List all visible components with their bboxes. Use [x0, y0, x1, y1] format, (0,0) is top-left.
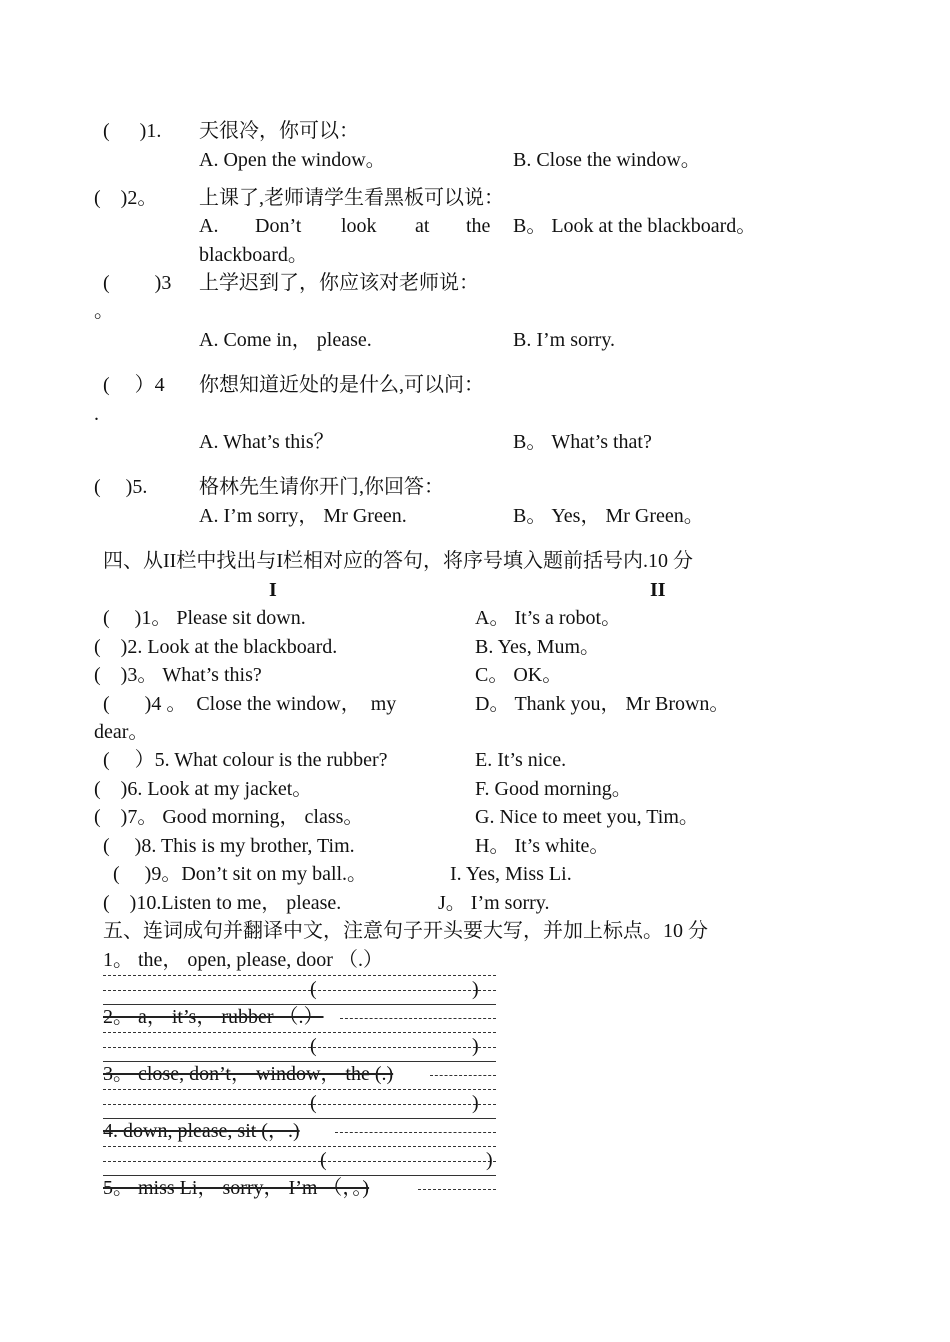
q3-number: ( )3: [103, 272, 172, 294]
section4-right-item: F. Good morning。: [475, 778, 632, 800]
writing-line: [103, 1104, 496, 1105]
writing-line: [103, 990, 496, 991]
q3-option-a: A. Come in， please.: [199, 329, 372, 351]
section4-right-item: C。 OK。: [475, 664, 563, 686]
q2-option-a-word: at: [415, 215, 430, 237]
q3-prompt: 上学迟到了，你应该对老师说：: [199, 272, 479, 294]
translation-paren-close: ): [472, 1092, 479, 1114]
section4-left-item: ( )9。Don’t sit on my ball.。: [108, 863, 368, 885]
q1-number: ( )1.: [103, 120, 162, 142]
writing-line: [418, 1189, 496, 1190]
q2-option-a-cont: blackboard。: [199, 244, 308, 266]
section4-left-item: ( )10.Listen to me， please.: [103, 892, 342, 914]
writing-line: [103, 1089, 496, 1090]
section4-right-item: E. It’s nice.: [475, 749, 567, 771]
section4-right-item: A。 It’s a robot。: [475, 607, 622, 629]
section4-right-item: G. Nice to meet you, Tim。: [475, 806, 699, 828]
q2-option-a-word: Don’t: [255, 215, 302, 237]
section4-right-item: J。 I’m sorry.: [438, 892, 550, 914]
q3-option-b: B. I’m sorry.: [513, 329, 616, 351]
translation-paren-close: ): [486, 1149, 493, 1171]
section5-item: 2。 a， it’s， rubber （.）: [103, 1006, 324, 1028]
q4-number: ( ）4: [103, 374, 165, 396]
q5-option-a: A. I’m sorry， Mr Green.: [199, 505, 407, 527]
q1-option-a: A. Open the window。: [199, 149, 386, 171]
q2-prompt: 上课了,老师请学生看黑板可以说：: [199, 187, 504, 209]
writing-line: [430, 1075, 496, 1076]
section5-item: 1。 the， open, please, door （.）: [103, 949, 383, 971]
writing-line: [103, 1047, 496, 1048]
writing-line: [103, 1161, 496, 1162]
section5-title: 五、连词成句并翻译中文，注意句子开头要大写，并加上标点。10 分: [103, 920, 708, 942]
q2-option-a-word: A.: [199, 215, 219, 237]
q1-option-b: B. Close the window。: [513, 149, 701, 171]
q3-dot: 。: [94, 300, 114, 322]
section4-col2-header: II: [650, 579, 666, 601]
section4-left-item: dear。: [94, 721, 149, 743]
q4-option-b: B。 What’s that?: [513, 431, 652, 453]
section4-left-item: ( )8. This is my brother, Tim.: [103, 835, 355, 857]
section4-left-item: ( )7。 Good morning， class。: [94, 806, 364, 828]
q4-dot: .: [94, 403, 99, 425]
q5-prompt: 格林先生请你开门,你回答：: [199, 476, 444, 498]
writing-line: [103, 1146, 496, 1147]
section5-item: 3。 close, don’t， window， the (.): [103, 1063, 394, 1085]
writing-line: [335, 1132, 496, 1133]
q4-option-a: A. What’s this？: [199, 431, 334, 453]
translation-paren-open: (: [320, 1149, 327, 1171]
translation-paren-open: (: [310, 1035, 317, 1057]
q5-number: ( )5.: [94, 476, 148, 498]
q2-option-a-word: look: [341, 215, 377, 237]
q1-prompt: 天很冷，你可以：: [199, 120, 359, 142]
section4-right-item: D。 Thank you， Mr Brown。: [475, 693, 730, 715]
section4-left-item: ( )4 。 Close the window， my: [103, 693, 397, 715]
translation-paren-open: (: [310, 978, 317, 1000]
translation-paren-close: ): [472, 978, 479, 1000]
writing-line: [103, 1032, 496, 1033]
translation-paren-close: ): [472, 1035, 479, 1057]
section4-col1-header: I: [269, 579, 277, 601]
section4-left-item: ( )3。 What’s this?: [94, 664, 262, 686]
section4-title: 四、从II栏中找出与I栏相对应的答句，将序号填入题前括号内.10 分: [103, 550, 693, 572]
section4-right-item: H。 It’s white。: [475, 835, 610, 857]
q4-prompt: 你想知道近处的是什么,可以问：: [199, 374, 484, 396]
section4-left-item: ( )6. Look at my jacket。: [94, 778, 313, 800]
translation-paren-open: (: [310, 1092, 317, 1114]
q2-option-b: B。 Look at the blackboard。: [513, 215, 757, 237]
section5-item: 5。 miss Li， sorry， I’m （，。): [103, 1177, 370, 1199]
section4-right-item: B. Yes, Mum。: [475, 636, 601, 658]
section4-left-item: ( )1。 Please sit down.: [103, 607, 306, 629]
q5-option-b: B。 Yes， Mr Green。: [513, 505, 704, 527]
section4-left-item: ( )2. Look at the blackboard.: [94, 636, 338, 658]
writing-line: [340, 1018, 496, 1019]
section4-right-item: I. Yes, Miss Li.: [450, 863, 572, 885]
section4-left-item: ( ）5. What colour is the rubber?: [103, 749, 388, 771]
writing-line: [103, 975, 496, 976]
section5-item: 4. down, please, sit (，.): [103, 1120, 300, 1142]
q2-number: ( )2。: [94, 187, 158, 209]
q2-option-a-word: the: [466, 215, 491, 237]
